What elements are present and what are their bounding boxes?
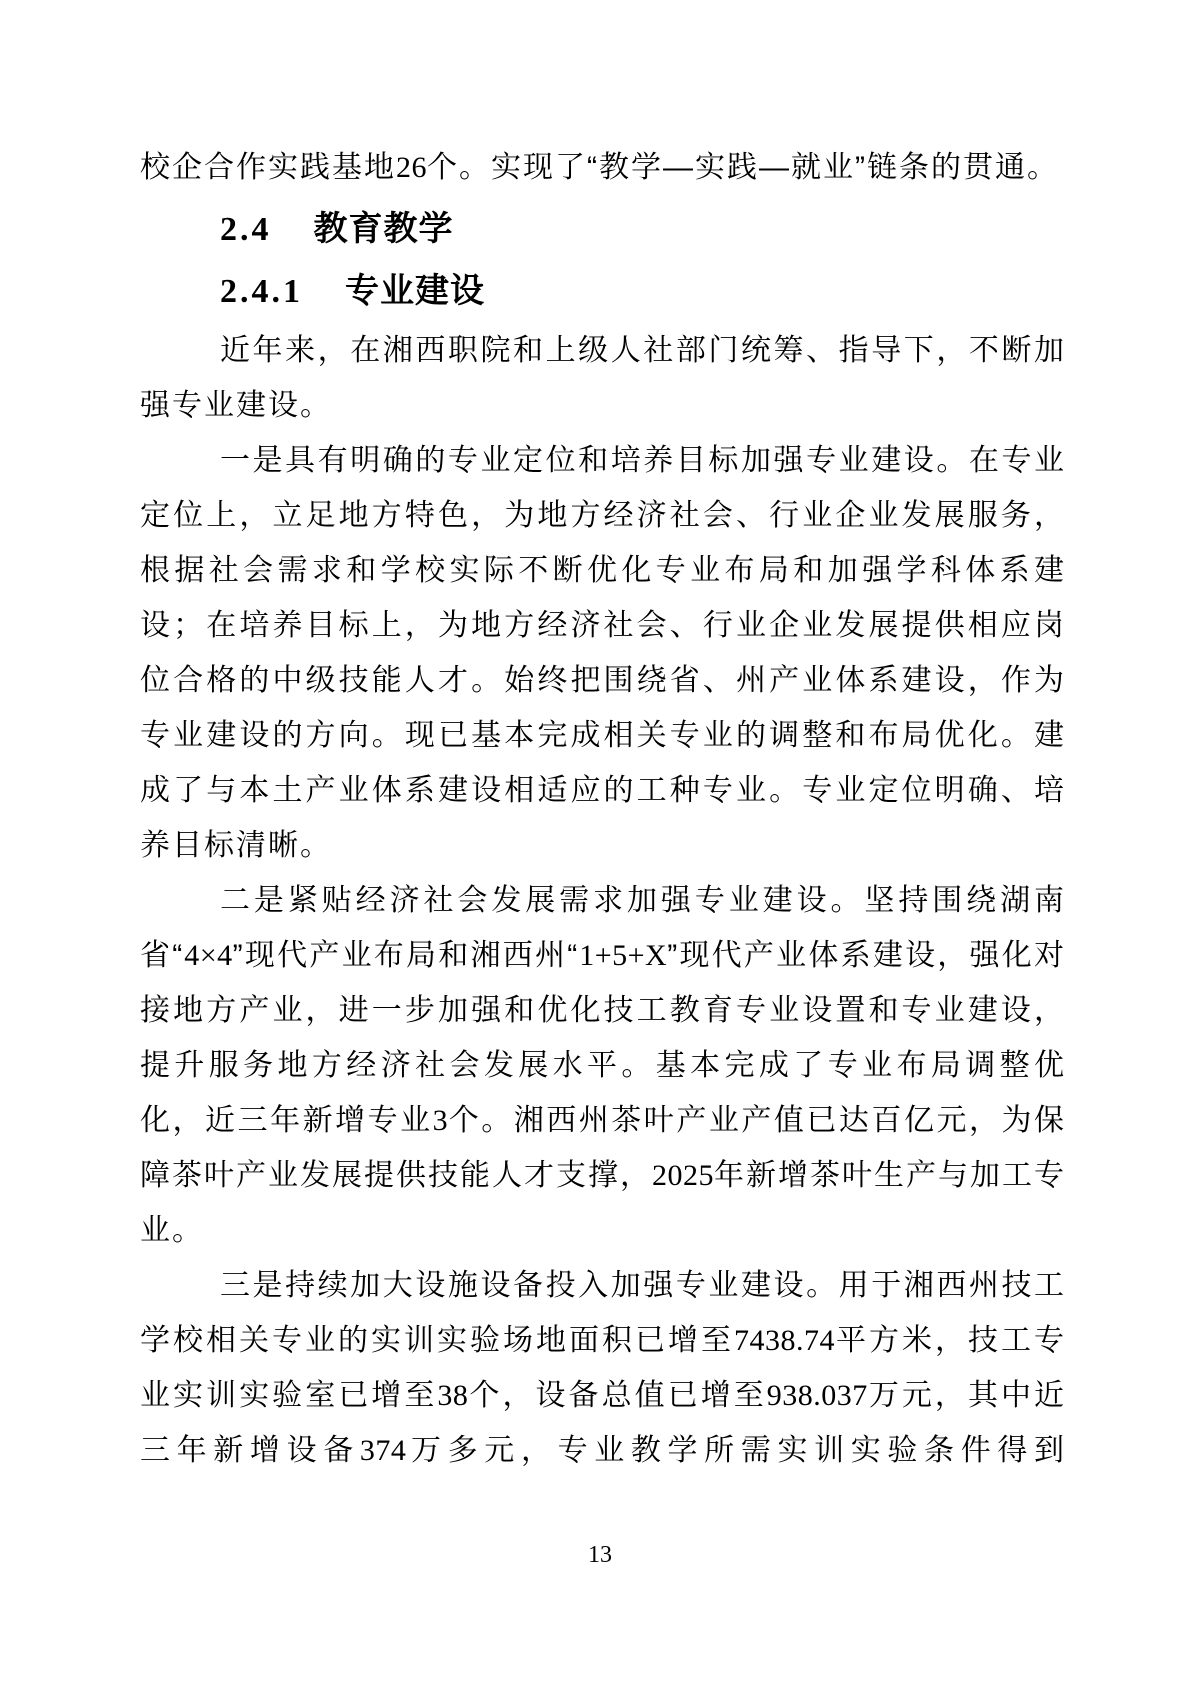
paragraph-point-one: 一是具有明确的专业定位和培养目标加强专业建设。在专业定位上，立足地方特色，为地方经济社会、行业企业发展服务，根据社会需求和学校实际不断优化专业布局和加强学科体系建设；在培养目标上，为地方经济社会、行业企业发展提供相应岗位合格的中级技能人才。始终把围绕省、州产业体系建设，作为专业建设的方向。现已基本完成相关专业的调整和布局优化。建成了与本土产业体系建设相适应的工种专业。专业定位明确、培养目标清晰。 [140,444,1066,862]
section-heading-2-4-1 [140,264,1066,319]
section-heading-2-4 [140,202,1066,257]
paragraph-point-two: 二是紧贴经济社会发展需求加强专业建设。坚持围绕湖南省“4×4”现代产业布局和湘西州“1+5+X”现代产业体系建设，强化对接地方产业，进一步加强和优化技工教育专业设置和专业建设，提升服务地方经济社会发展水平。基本完成了专业布局调整优化，近三年新增专业3个。湘西州茶叶产业产值已达百亿元，为保障茶叶产业发展提供技能人才支撑，2025年新增茶叶生产与加工专业。 [140,884,1067,1247]
paragraph-continuation: 校企合作实践基地26个。实现了“教学—实践—就业”链条的贯通。 [140,151,1059,184]
subsection-title: 专业建设 [345,272,485,310]
text-block [140,140,1066,1478]
paragraph-point-three: 三是持续加大设施设备投入加强专业建设。用于湘西州技工学校相关专业的实训实验场地面积已增至7438.74平方米，技工专业实训实验室已增至38个，设备总值已增至938.037万元，其中近三年新增设备374万多元，专业教学所需实训实验条件得到 [140,1269,1067,1467]
paragraph-overview: 近年来，在湘西职院和上级人社部门统筹、指导下，不断加强专业建设。 [140,334,1066,422]
section-title: 教育教学 [313,210,454,248]
section-number: 2.4 [220,211,272,248]
page-number: 13 [588,1542,612,1568]
subsection-number: 2.4.1 [220,273,303,310]
